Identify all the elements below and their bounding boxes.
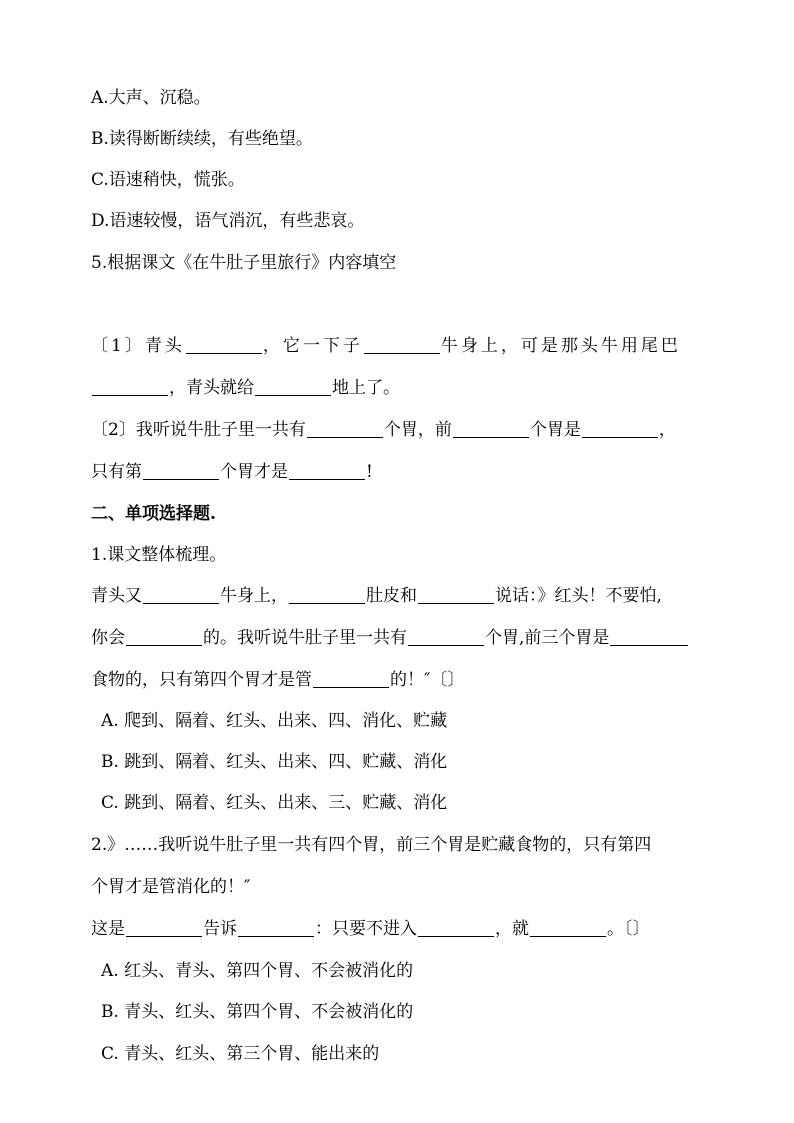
text-segment: 的。我听说牛肚子里一共有 bbox=[203, 628, 407, 648]
option-b: B.读得断断续续，有些绝望。 bbox=[91, 129, 313, 149]
mc1-option-c[interactable]: C. 跳到、隔着、红头、出来、三、贮藏、消化 bbox=[101, 793, 448, 813]
fill-blank[interactable] bbox=[530, 919, 606, 937]
mc1-line2 bbox=[91, 626, 708, 650]
text-segment: ， bbox=[658, 420, 676, 440]
text-segment: 青头又 bbox=[91, 586, 142, 606]
text-segment: 食物的，只有第四个胃才是管 bbox=[91, 670, 312, 690]
fill-blank[interactable] bbox=[408, 628, 484, 646]
fill-blank[interactable] bbox=[126, 628, 202, 646]
mc2-line2: 个胃才是管消化的！″ bbox=[91, 877, 251, 897]
text-segment: 个胃，前 bbox=[383, 420, 452, 440]
text-segment: 牛身上，可是那头牛用尾巴 bbox=[440, 336, 681, 356]
text-segment: ，青头就给 bbox=[169, 378, 254, 398]
text-segment: 的！″〔〕 bbox=[390, 670, 465, 690]
mc2-line3 bbox=[91, 917, 708, 941]
mc1-title: 1.课文整体梳理。 bbox=[91, 545, 227, 565]
mc2-option-a[interactable]: A. 红头、青头、第四个胃、不会被消化的 bbox=[101, 961, 414, 981]
text-segment: 。〔〕 bbox=[607, 919, 650, 939]
text-segment: 肚皮和 bbox=[366, 586, 417, 606]
text-segment: ：只要不进入 bbox=[315, 919, 417, 939]
mc1-option-b[interactable]: B. 跳到、隔着、红头、出来、四、贮藏、消化 bbox=[101, 752, 448, 772]
fill-blank[interactable] bbox=[453, 420, 529, 438]
text-segment: 只有第 bbox=[91, 462, 142, 482]
fill-blank[interactable] bbox=[307, 420, 383, 438]
text-segment: 个胃,前三个胃是 bbox=[485, 628, 610, 648]
text-segment: 说话：》红头！不要怕, bbox=[495, 586, 662, 606]
fill-blank[interactable] bbox=[238, 919, 314, 937]
mc1-option-a[interactable]: A. 爬到、隔着、红头、出来、四、消化、贮藏 bbox=[101, 711, 448, 731]
fill-blank[interactable] bbox=[313, 670, 389, 688]
fill-blank[interactable] bbox=[255, 378, 331, 396]
mc2-option-b[interactable]: B. 青头、红头、第四个胃、不会被消化的 bbox=[101, 1002, 414, 1022]
text-segment: 告诉 bbox=[203, 919, 237, 939]
text-segment: 这是 bbox=[91, 919, 125, 939]
fill-blank[interactable] bbox=[418, 919, 494, 937]
mc2-line1: 2.》……我听说牛肚子里一共有四个胃，前三个胃是贮藏食物的，只有第四 bbox=[91, 835, 652, 855]
mc1-line3 bbox=[91, 668, 708, 692]
fill-blank[interactable] bbox=[582, 420, 658, 438]
fill-blank[interactable] bbox=[143, 462, 219, 480]
section-2-title: 二、单项选择题. bbox=[91, 504, 216, 524]
fill-blank[interactable] bbox=[186, 336, 262, 354]
text-segment: ! bbox=[366, 462, 373, 482]
fill-blank[interactable] bbox=[364, 336, 440, 354]
text-segment: 牛身上， bbox=[220, 586, 288, 606]
text-segment: 〔2〕我听说牛肚子里一共有 bbox=[91, 420, 306, 440]
option-a: A.大声、沉稳。 bbox=[91, 88, 211, 108]
text-segment: 个胃是 bbox=[529, 420, 581, 440]
text-segment: ，它一下子 bbox=[262, 336, 363, 356]
option-d: D.语速较慢，语气消沉，有些悲哀。 bbox=[91, 211, 365, 231]
fill-blank[interactable] bbox=[92, 378, 168, 396]
text-segment: ，就 bbox=[495, 919, 529, 939]
q5-item1-line2 bbox=[91, 376, 708, 400]
text-segment: 〔1〕青头 bbox=[91, 336, 185, 356]
text-segment: 你会 bbox=[91, 628, 125, 648]
fill-blank[interactable] bbox=[418, 586, 494, 604]
fill-blank[interactable] bbox=[126, 919, 202, 937]
question-5-title: 5.根据课文《在牛肚子里旅行》内容填空 bbox=[91, 253, 397, 273]
fill-blank[interactable] bbox=[610, 628, 688, 646]
q5-item2-line1 bbox=[91, 418, 708, 442]
fill-blank[interactable] bbox=[289, 462, 365, 480]
fill-blank[interactable] bbox=[143, 586, 219, 604]
mc2-option-c[interactable]: C. 青头、红头、第三个胃、能出来的 bbox=[101, 1044, 380, 1064]
mc1-line1 bbox=[91, 584, 708, 608]
q5-item1-line1 bbox=[91, 334, 708, 358]
fill-blank[interactable] bbox=[289, 586, 365, 604]
text-segment: 地上了。 bbox=[332, 378, 400, 398]
q5-item2-line2 bbox=[91, 460, 708, 484]
text-segment: 个胃才是 bbox=[220, 462, 288, 482]
option-c: C.语速稍快，慌张。 bbox=[91, 170, 245, 190]
